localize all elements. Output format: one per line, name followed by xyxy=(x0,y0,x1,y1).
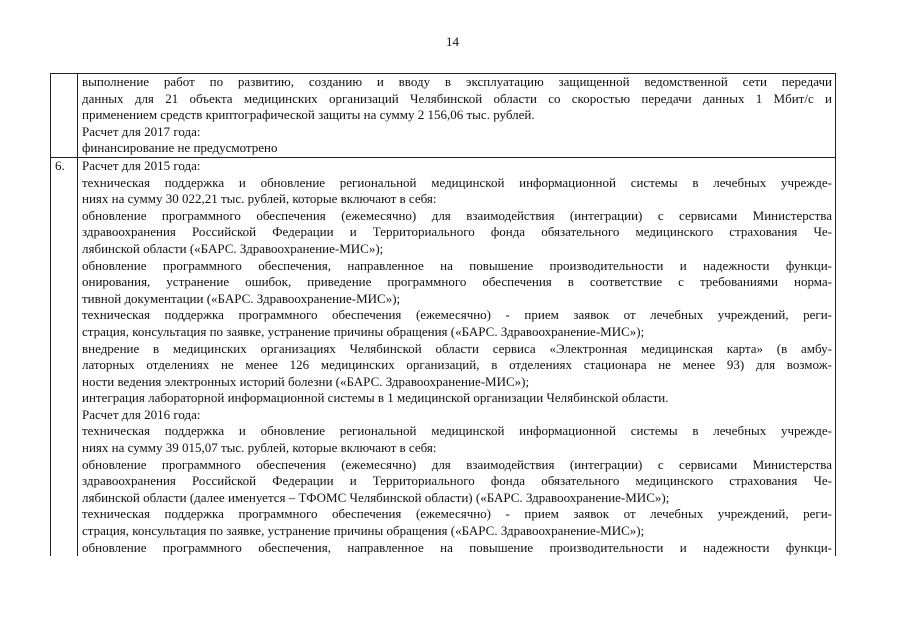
text-line: здравоохранения Российской Федерации и Территориального фонда обязательного медицинского страхования Че- xyxy=(82,473,832,489)
text-line: ниях на сумму 39 015,07 тыс. рублей, которые включают в себя: xyxy=(82,440,437,456)
text-line: техническая поддержка и обновление региональной медицинской информационной системы в лечебных учрежде- xyxy=(82,423,832,439)
row-content xyxy=(78,157,836,556)
text-line: техническая поддержка программного обеспечения (ежемесячно) - прием заявок от лечебных учреждений, реги- xyxy=(82,506,832,522)
row-content xyxy=(78,74,836,158)
text-line: техническая поддержка программного обеспечения (ежемесячно) - прием заявок от лечебных учреждений, реги- xyxy=(82,307,832,323)
text-line: финансирование не предусмотрено xyxy=(82,140,278,156)
table-row xyxy=(51,74,836,158)
table-row xyxy=(51,157,836,556)
text-line: Расчет для 2015 года: xyxy=(82,157,201,173)
text-line: лябинской области («БАРС. Здравоохранение-МИС»); xyxy=(82,240,384,256)
text-line: ности ведения электронных историй болезни («БАРС. Здравоохранение-МИС»); xyxy=(82,373,530,389)
text-line: техническая поддержка и обновление региональной медицинской информационной системы в лечебных учрежде- xyxy=(82,174,832,190)
text-line: внедрение в медицинских организациях Челябинской области сервиса «Электронная медицинская карта» (в амбу- xyxy=(82,340,832,356)
text-line: лябинской области (далее именуется – ТФОМС Челябинской области) («БАРС. Здравоохранение-МИС»); xyxy=(82,489,670,505)
text-line: выполнение работ по развитию, созданию и вводу в эксплуатацию защищенной ведомственной сети передачи xyxy=(82,74,832,89)
text-line: обновление программного обеспечения, направленное на повышение производительности и надежности функци- xyxy=(82,539,832,555)
text-line: здравоохранения Российской Федерации и Территориального фонда обязательного медицинского страхования Че- xyxy=(82,224,832,240)
text-line: обновление программного обеспечения (ежемесячно) для взаимодействия (интеграции) с сервисами Министерства xyxy=(82,207,832,223)
text-line: латорных отделениях не менее 126 медицинских организаций, в отделениях стационара не менее 93) для возмож- xyxy=(82,357,832,373)
text-line: онирования, устранение ошибок, приведение программного обеспечения в соответствие с требованиями норма- xyxy=(82,274,832,290)
row-number xyxy=(51,74,78,158)
text-line: обновление программного обеспечения, направленное на повышение производительности и надежности функци- xyxy=(82,257,832,273)
text-line: обновление программного обеспечения (ежемесячно) для взаимодействия (интеграции) с сервисами Министерства xyxy=(82,456,832,472)
page-number: 14 xyxy=(446,34,459,49)
text-line: ниях на сумму 30 022,21 тыс. рублей, которые включают в себя: xyxy=(82,191,437,207)
text-line: применением средств криптографической защиты на сумму 2 156,06 тыс. рублей. xyxy=(82,107,535,123)
text-line: страция, консультация по заявке, устранение причины обращения («БАРС. Здравоохранение-МИС»); xyxy=(82,323,645,339)
text-line: тивной документации («БАРС. Здравоохранение-МИС»); xyxy=(82,290,401,306)
text-line: интеграция лабораторной информационной системы в 1 медицинской организации Челябинской области. xyxy=(82,390,669,406)
text-line: данных для 21 объекта медицинских организаций Челябинской области со скоростью передачи данных 1 Мбит/с и xyxy=(82,90,832,106)
text-line: Расчет для 2017 года: xyxy=(82,123,201,139)
text-line: страция, консультация по заявке, устранение причины обращения («БАРС. Здравоохранение-МИС»); xyxy=(82,523,645,539)
text-line: Расчет для 2016 года: xyxy=(82,406,201,422)
content-table xyxy=(50,73,836,556)
row-number: 6. xyxy=(51,157,78,556)
